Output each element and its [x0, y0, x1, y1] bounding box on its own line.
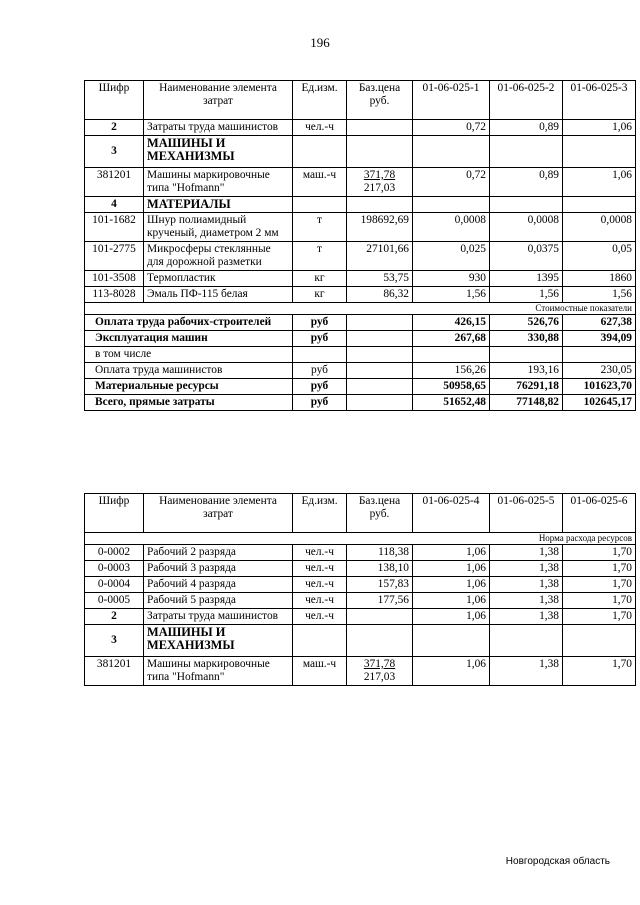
resource-table-1 — [84, 80, 636, 411]
row-value-3: 1,70 — [563, 577, 636, 593]
summary-value-3: 102645,17 — [563, 395, 636, 411]
summary-unit: руб — [293, 395, 347, 411]
row-value-2: 0,89 — [490, 120, 563, 136]
row-name: Рабочий 4 разряда — [144, 577, 293, 593]
row-value-1: 930 — [413, 271, 490, 287]
row-name: Рабочий 3 разряда — [144, 561, 293, 577]
row-code: 381201 — [85, 657, 144, 686]
header-col-3: 01-06-025-3 — [563, 81, 636, 120]
row-value-3: 1,70 — [563, 657, 636, 686]
header-code: Шифр — [85, 494, 144, 533]
summary-value-1: 156,26 — [413, 363, 490, 379]
header-price: Баз.цена руб. — [347, 494, 413, 533]
row-price: 27101,66 — [347, 242, 413, 271]
summary-row — [85, 315, 636, 331]
row-unit: чел.-ч — [293, 120, 347, 136]
summary-value-3: 101623,70 — [563, 379, 636, 395]
row-name: Микросферы стеклянные для дорожной разметки — [144, 242, 293, 271]
summary-value-2: 330,88 — [490, 331, 563, 347]
row-code: 2 — [85, 609, 144, 625]
row-name: МАТЕРИАЛЫ — [144, 197, 293, 213]
row-name: МАШИНЫ И МЕХАНИЗМЫ — [144, 625, 293, 657]
summary-name: Оплата труда рабочих-строителей — [85, 315, 293, 331]
row-code: 381201 — [85, 168, 144, 197]
header-unit: Ед.изм. — [293, 81, 347, 120]
header-unit: Ед.изм. — [293, 494, 347, 533]
summary-value-3: 230,05 — [563, 363, 636, 379]
row-code: 0-0004 — [85, 577, 144, 593]
table-row — [85, 287, 636, 303]
row-unit: чел.-ч — [293, 577, 347, 593]
row-value-1: 0,72 — [413, 168, 490, 197]
row-code: 4 — [85, 197, 144, 213]
row-price: 198692,69 — [347, 213, 413, 242]
footer-region: Новгородская область — [505, 856, 610, 867]
summary-row — [85, 363, 636, 379]
row-name: Рабочий 5 разряда — [144, 593, 293, 609]
header-col-3: 01-06-025-6 — [563, 494, 636, 533]
table-row — [85, 545, 636, 561]
row-value-2: 0,89 — [490, 168, 563, 197]
table-row — [85, 593, 636, 609]
row-code: 113-8028 — [85, 287, 144, 303]
row-price: 53,75 — [347, 271, 413, 287]
row-price: 157,83 — [347, 577, 413, 593]
row-value-3: 1,70 — [563, 545, 636, 561]
section-label: Стоимостные показатели — [85, 303, 636, 315]
table-row — [85, 609, 636, 625]
row-price — [347, 609, 413, 625]
summary-unit: руб — [293, 315, 347, 331]
row-unit: чел.-ч — [293, 545, 347, 561]
table-row — [85, 561, 636, 577]
summary-unit: руб — [293, 331, 347, 347]
row-value-1: 1,06 — [413, 657, 490, 686]
row-value-2: 1,38 — [490, 561, 563, 577]
summary-value-2: 193,16 — [490, 363, 563, 379]
header-name: Наименование элемента затрат — [144, 81, 293, 120]
row-code: 2 — [85, 120, 144, 136]
row-value-2: 1395 — [490, 271, 563, 287]
table-row — [85, 577, 636, 593]
header-col-2: 01-06-025-5 — [490, 494, 563, 533]
row-value-3: 0,05 — [563, 242, 636, 271]
section-row — [85, 303, 636, 315]
row-value-3: 1,06 — [563, 168, 636, 197]
header-col-1: 01-06-025-1 — [413, 81, 490, 120]
row-price — [347, 657, 413, 686]
row-name: Затраты труда машинистов — [144, 120, 293, 136]
table-row — [85, 120, 636, 136]
row-value-3: 0,0008 — [563, 213, 636, 242]
row-value-2: 0,0375 — [490, 242, 563, 271]
summary-name: Оплата труда машинистов — [85, 363, 293, 379]
row-unit: кг — [293, 271, 347, 287]
row-price: 86,32 — [347, 287, 413, 303]
row-value-1: 1,06 — [413, 609, 490, 625]
row-value-1: 0,0008 — [413, 213, 490, 242]
table-row — [85, 136, 636, 168]
row-price-top: 371,78 — [363, 658, 396, 670]
row-name: Машины маркировочные типа "Hofmann" — [144, 168, 293, 197]
row-value-2: 1,38 — [490, 609, 563, 625]
row-unit: т — [293, 242, 347, 271]
row-value-2: 1,38 — [490, 657, 563, 686]
row-code: 3 — [85, 625, 144, 657]
table-row — [85, 271, 636, 287]
row-code: 0-0003 — [85, 561, 144, 577]
summary-unit: руб — [293, 379, 347, 395]
row-unit: чел.-ч — [293, 593, 347, 609]
summary-value-2: 77148,82 — [490, 395, 563, 411]
row-code: 101-1682 — [85, 213, 144, 242]
summary-value-2: 526,76 — [490, 315, 563, 331]
row-value-1: 1,06 — [413, 561, 490, 577]
row-price-top: 371,78 — [363, 169, 396, 181]
header-col-1: 01-06-025-4 — [413, 494, 490, 533]
row-name: Затраты труда машинистов — [144, 609, 293, 625]
summary-value-1: 267,68 — [413, 331, 490, 347]
summary-name: Всего, прямые затраты — [85, 395, 293, 411]
row-value-2: 1,38 — [490, 577, 563, 593]
summary-name: Материальные ресурсы — [85, 379, 293, 395]
row-value-1: 1,06 — [413, 577, 490, 593]
section-row — [85, 533, 636, 545]
summary-unit: руб — [293, 363, 347, 379]
summary-name: Эксплуатация машин — [85, 331, 293, 347]
row-price: 177,56 — [347, 593, 413, 609]
table-row — [85, 213, 636, 242]
row-name: Шнур полиамидный крученый, диаметром 2 мм — [144, 213, 293, 242]
summary-name: в том числе — [85, 347, 293, 363]
row-value-1: 1,06 — [413, 545, 490, 561]
table-row — [85, 242, 636, 271]
table-row — [85, 168, 636, 197]
table-row — [85, 657, 636, 686]
row-unit: маш.-ч — [293, 168, 347, 197]
header-col-2: 01-06-025-2 — [490, 81, 563, 120]
summary-row — [85, 379, 636, 395]
row-value-1: 1,06 — [413, 593, 490, 609]
row-value-2: 0,0008 — [490, 213, 563, 242]
row-value-2: 1,38 — [490, 593, 563, 609]
row-value-1: 0,72 — [413, 120, 490, 136]
row-price: 118,38 — [347, 545, 413, 561]
row-value-2: 1,56 — [490, 287, 563, 303]
table-row — [85, 197, 636, 213]
header-price: Баз.цена руб. — [347, 81, 413, 120]
row-value-3: 1,70 — [563, 593, 636, 609]
section-label: Норма расхода ресурсов — [85, 533, 636, 545]
row-price-bottom: 217,03 — [363, 182, 396, 194]
summary-row — [85, 347, 636, 363]
row-code: 0-0005 — [85, 593, 144, 609]
header-name: Наименование элемента затрат — [144, 494, 293, 533]
summary-value-3: 627,38 — [563, 315, 636, 331]
summary-value-1: 51652,48 — [413, 395, 490, 411]
row-value-2: 1,38 — [490, 545, 563, 561]
row-value-3: 1,70 — [563, 561, 636, 577]
row-unit: кг — [293, 287, 347, 303]
row-unit: чел.-ч — [293, 609, 347, 625]
row-code: 0-0002 — [85, 545, 144, 561]
table-row — [85, 625, 636, 657]
row-name: МАШИНЫ И МЕХАНИЗМЫ — [144, 136, 293, 168]
row-unit: маш.-ч — [293, 657, 347, 686]
row-name: Эмаль ПФ-115 белая — [144, 287, 293, 303]
page-number: 196 — [310, 35, 330, 50]
table-header — [85, 81, 636, 120]
row-value-3: 1,06 — [563, 120, 636, 136]
summary-row — [85, 331, 636, 347]
row-unit: чел.-ч — [293, 561, 347, 577]
row-name: Машины маркировочные типа "Hofmann" — [144, 657, 293, 686]
summary-value-1: 426,15 — [413, 315, 490, 331]
row-value-1: 0,025 — [413, 242, 490, 271]
row-price — [347, 168, 413, 197]
row-name: Термопластик — [144, 271, 293, 287]
row-unit: т — [293, 213, 347, 242]
row-value-1: 1,56 — [413, 287, 490, 303]
summary-row — [85, 395, 636, 411]
row-value-3: 1860 — [563, 271, 636, 287]
summary-value-1: 50958,65 — [413, 379, 490, 395]
summary-value-3: 394,09 — [563, 331, 636, 347]
header-code: Шифр — [85, 81, 144, 120]
row-price-bottom: 217,03 — [363, 671, 396, 683]
row-price: 138,10 — [347, 561, 413, 577]
row-code: 3 — [85, 136, 144, 168]
row-value-3: 1,70 — [563, 609, 636, 625]
table-header — [85, 494, 636, 533]
resource-table-2 — [84, 493, 636, 686]
row-value-3: 1,56 — [563, 287, 636, 303]
row-name: Рабочий 2 разряда — [144, 545, 293, 561]
row-price — [347, 120, 413, 136]
row-code: 101-2775 — [85, 242, 144, 271]
row-code: 101-3508 — [85, 271, 144, 287]
summary-value-2: 76291,18 — [490, 379, 563, 395]
